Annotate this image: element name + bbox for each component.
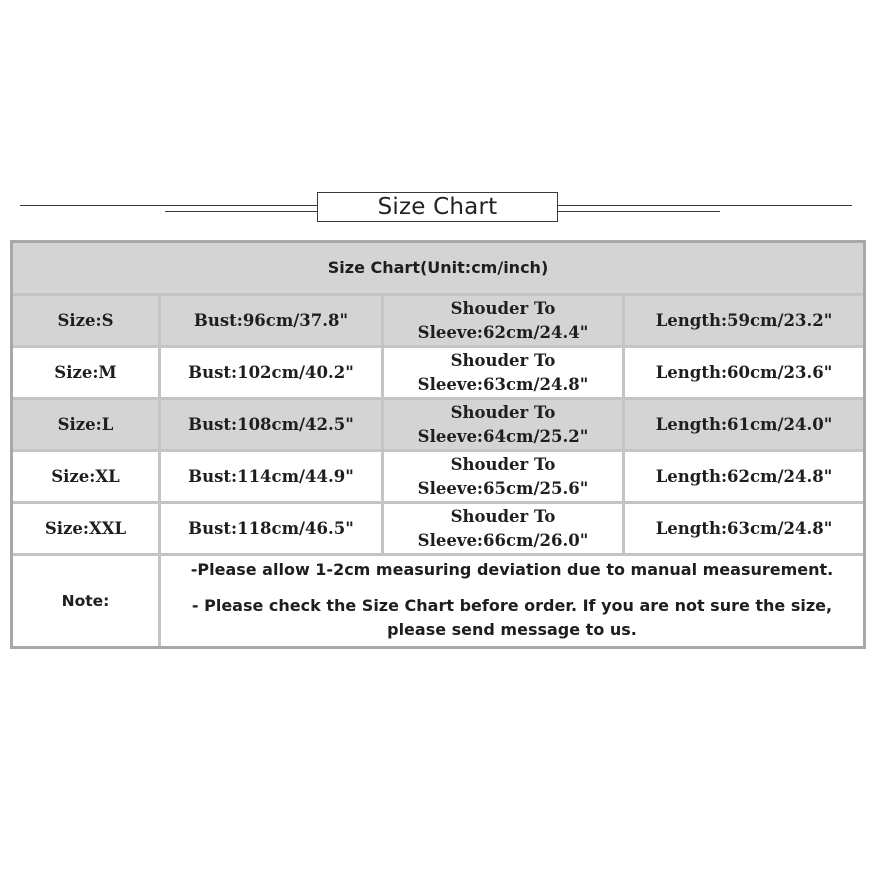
row-xl-shoulder: [384, 452, 622, 501]
banner-title-box: [317, 192, 558, 222]
divider-right-inner: [558, 211, 720, 212]
row-xxl-shoulder-line2: Sleeve:66cm/26.0": [417, 530, 589, 550]
row-s-shoulder-line1: Shouder To: [450, 298, 556, 318]
note-line-3: please send message to us.: [387, 620, 637, 639]
row-xxl-shoulder: [384, 504, 622, 553]
row-xl-bust: Bust:114cm/44.9": [161, 452, 381, 501]
size-chart-banner: [0, 185, 875, 230]
row-s-length: Length:59cm/23.2": [625, 296, 863, 345]
row-m-shoulder: [384, 348, 622, 397]
row-xxl-bust: Bust:118cm/46.5": [161, 504, 381, 553]
row-xxl-length: Length:63cm/24.8": [625, 504, 863, 553]
row-xxl-shoulder-line1: Shouder To: [450, 506, 556, 526]
row-m-bust: Bust:102cm/40.2": [161, 348, 381, 397]
row-l-shoulder: [384, 400, 622, 449]
row-l-size: Size:L: [13, 400, 158, 449]
row-xxl-size: Size:XXL: [13, 504, 158, 553]
row-m-length: Length:60cm/23.6": [625, 348, 863, 397]
note-line-1: -Please allow 1-2cm measuring deviation due to manual measurement.: [190, 560, 834, 579]
row-xl-shoulder-line2: Sleeve:65cm/25.6": [417, 478, 589, 498]
row-l-bust: Bust:108cm/42.5": [161, 400, 381, 449]
row-s-shoulder: [384, 296, 622, 345]
row-m-size: Size:M: [13, 348, 158, 397]
row-l-shoulder-line2: Sleeve:64cm/25.2": [417, 426, 589, 446]
note-line-2: - Please check the Size Chart before order. If you are not sure the size,: [191, 596, 833, 615]
divider-left-outer: [20, 205, 317, 206]
size-table: [10, 240, 866, 649]
row-xl-size: Size:XL: [13, 452, 158, 501]
row-xl-shoulder-line1: Shouder To: [450, 454, 556, 474]
row-s-size: Size:S: [13, 296, 158, 345]
note-label: Note:: [13, 556, 158, 646]
divider-right-outer: [558, 205, 852, 206]
note-text: [161, 556, 863, 646]
row-l-length: Length:61cm/24.0": [625, 400, 863, 449]
row-s-shoulder-line2: Sleeve:62cm/24.4": [417, 322, 589, 342]
row-m-shoulder-line1: Shouder To: [450, 350, 556, 370]
row-s-bust: Bust:96cm/37.8": [161, 296, 381, 345]
row-l-shoulder-line1: Shouder To: [450, 402, 556, 422]
banner-title: Size Chart: [377, 194, 498, 220]
table-header: Size Chart(Unit:cm/inch): [13, 243, 863, 293]
divider-left-inner: [165, 211, 317, 212]
row-m-shoulder-line2: Sleeve:63cm/24.8": [417, 374, 589, 394]
row-xl-length: Length:62cm/24.8": [625, 452, 863, 501]
